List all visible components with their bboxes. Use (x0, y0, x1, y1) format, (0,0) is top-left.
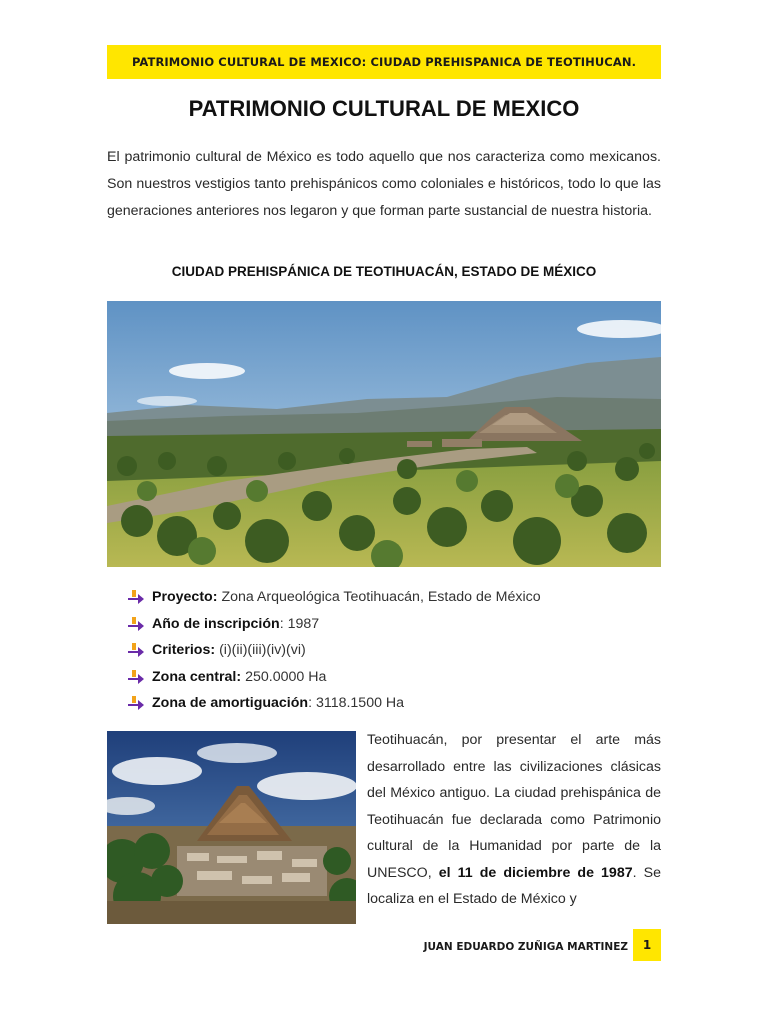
description-text-end: . Se localiza en el Estado de México y (367, 864, 661, 907)
list-item (128, 664, 668, 691)
description-text: Teotihuacán, por presentar el arte más desarrollado entre las civilizaciones clásicas del México antiguo. La ciudad prehispánica de Teotihuacán fue declarada como Patrimonio cultural de la Humanidad por parte de la UNESCO, (367, 732, 661, 881)
list-item (128, 637, 668, 664)
list-item (128, 584, 668, 611)
description-paragraph (367, 727, 661, 913)
arrow-bullet-icon (128, 670, 144, 684)
pyramid-of-the-sun-image (107, 731, 356, 924)
intro-paragraph: El patrimonio cultural de México es todo aquello que nos caracteriza como mexicanos. Son nuestros vestigios tanto prehispánicos como coloniales e históricos, todo lo que las generaciones anteriores nos legaron y que forman parte sustancial de nuestra historia. (107, 149, 661, 219)
facts-list (128, 584, 668, 717)
list-item (128, 611, 668, 638)
list-item (128, 690, 668, 717)
footer-author: JUAN EDUARDO ZUÑIGA MARTINEZ (423, 941, 628, 953)
fact-label: Zona central: (152, 668, 242, 685)
fact-value: : 1987 (279, 615, 320, 632)
fact-label: Proyecto: (152, 589, 218, 606)
arrow-bullet-icon (128, 643, 144, 657)
section-subtitle: CIUDAD PREHISPÁNICA DE TEOTIHUACÁN, ESTADO DE MÉXICO (171, 264, 597, 279)
fact-value: : 3118.1500 Ha (308, 695, 405, 712)
fact-label: Año de inscripción (152, 615, 280, 632)
page-title: PATRIMONIO CULTURAL DE MEXICO (188, 96, 580, 121)
fact-label: Criterios: (152, 642, 216, 659)
arrow-bullet-icon (128, 617, 144, 631)
teotihuacan-panorama-image (107, 301, 661, 567)
header-bar (107, 45, 661, 79)
header-text: PATRIMONIO CULTURAL DE MEXICO: CIUDAD PREHISPANICA DE TEOTIHUCAN. (131, 55, 637, 69)
page-number: 1 (633, 929, 661, 961)
inscription-date: el 11 de diciembre de 1987 (438, 864, 633, 881)
fact-value: Zona Arqueológica Teotihuacán, Estado de México (221, 589, 541, 606)
fact-label: Zona de amortiguación (152, 695, 309, 712)
arrow-bullet-icon (128, 590, 144, 604)
arrow-bullet-icon (128, 696, 144, 710)
fact-value: (i)(ii)(iii)(iv)(vi) (219, 642, 306, 659)
fact-value: 250.0000 Ha (245, 668, 327, 685)
